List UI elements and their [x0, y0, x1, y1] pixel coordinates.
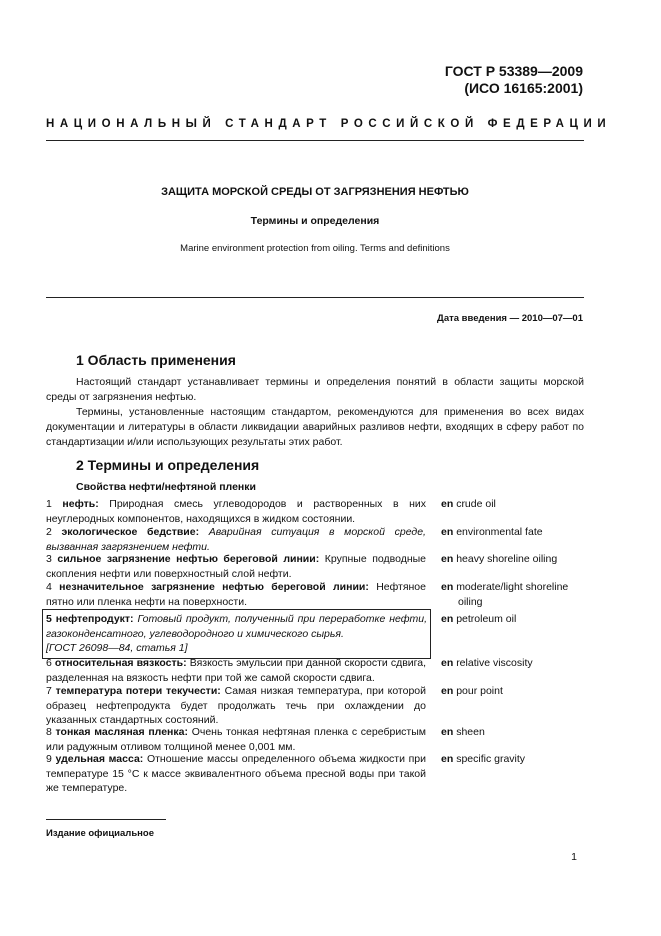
term-name: относительная вязкость:	[54, 657, 187, 669]
language-code: en	[441, 553, 454, 565]
paragraph: Настоящий стандарт устанавливает термины и определения понятий в области защиты морской среды от загрязнения нефтью.	[46, 376, 584, 403]
page-number: 1	[571, 851, 577, 863]
term-1-english	[441, 497, 586, 512]
term-definition: Отношение массы определенного объема жидкости при температуре 15 °C к массе эквивалентного объема пресной воды при такой же температуре.	[46, 753, 426, 794]
section-1-heading: 1 Область применения	[76, 352, 236, 368]
term-5	[42, 609, 431, 659]
term-7	[46, 684, 426, 728]
national-standard-heading: НАЦИОНАЛЬНЫЙ СТАНДАРТ РОССИЙСКОЙ ФЕДЕРАЦИИ	[46, 118, 612, 130]
standard-code	[445, 63, 583, 97]
language-code: en	[441, 498, 454, 510]
term-number: 7	[46, 685, 52, 697]
term-name: сильное загрязнение нефтью береговой линии:	[57, 553, 320, 565]
term-3-english	[441, 552, 586, 567]
english-title: Marine environment protection from oiling. Terms and definitions	[180, 243, 450, 254]
paragraph: Термины, установленные настоящим стандартом, рекомендуются для применения во всех видах документации и литературы в области ликвидации аварийных разливов нефти, входящих в сферу работ по стандартизации и/или использующих результаты этих работ.	[46, 406, 584, 448]
term-definition: Нефтяное пятно или пленка нефти на поверхности.	[46, 581, 426, 608]
iso-number: (ИСО 16165:2001)	[464, 80, 583, 96]
english-term: environmental fate	[456, 526, 543, 538]
divider	[46, 140, 584, 141]
term-definition: Вязкость эмульсии при данной скорости сдвига, разделенная на вязкость нефти при той же самой скорости сдвига.	[46, 657, 427, 684]
term-name: тонкая масляная пленка:	[55, 726, 188, 738]
english-term: petroleum oil	[456, 613, 517, 625]
standard-number: ГОСТ Р 53389—2009	[444, 63, 583, 79]
term-definition: Самая низкая температура, при которой образец нефтепродукта будет продолжать течь при охлаждении до указанных стандартных состояний.	[46, 685, 427, 726]
language-code: en	[441, 613, 454, 625]
term-4	[46, 580, 426, 609]
term-name: температура потери текучести:	[55, 685, 221, 697]
english-term: sheen	[456, 726, 485, 738]
section-1-body	[46, 375, 584, 450]
term-6	[46, 656, 426, 685]
term-definition: Аварийная ситуация в морской среде, вызванная загрязнением нефти.	[46, 526, 426, 553]
term-number: 4	[46, 581, 52, 593]
language-code: en	[441, 581, 454, 593]
term-8-english	[441, 725, 586, 740]
introduction-date: Дата введения — 2010—07—01	[437, 313, 583, 324]
section-2-subheading: Свойства нефти/нефтяной пленки	[76, 481, 256, 493]
term-name: удельная масса:	[55, 753, 144, 765]
term-definition: Природная смесь углеводородов и растворенных в них неуглеродных компонентов, находящихся в жидком состоянии.	[46, 498, 426, 525]
english-term: heavy shoreline oiling	[456, 553, 558, 565]
term-7-english	[441, 684, 586, 699]
official-edition-note: Издание официальное	[46, 828, 154, 839]
term-name: экологическое бедствие:	[61, 526, 200, 538]
divider	[46, 297, 584, 298]
term-2-english	[441, 525, 586, 540]
english-term-continued: oiling	[458, 595, 483, 608]
english-term: pour point	[456, 685, 503, 697]
document-title: ЗАЩИТА МОРСКОЙ СРЕДЫ ОТ ЗАГРЯЗНЕНИЯ НЕФТЬЮ	[161, 186, 469, 198]
term-number: 9	[46, 753, 52, 765]
term-8	[46, 725, 426, 754]
term-6-english	[441, 656, 586, 671]
term-definition: Очень тонкая нефтяная пленка с серебристым или радужным отливом толщиной менее 0,001 мм.	[46, 726, 427, 753]
term-1	[46, 497, 426, 526]
term-name: нефть:	[62, 498, 99, 510]
term-9-english	[441, 752, 586, 767]
english-term: relative viscosity	[456, 657, 533, 669]
term-number: 6	[46, 657, 52, 669]
term-number: 8	[46, 726, 52, 738]
term-name: незначительное загрязнение нефтью береговой линии:	[59, 581, 369, 593]
english-term: crude oil	[456, 498, 496, 510]
footer-divider	[46, 819, 166, 820]
language-code: en	[441, 726, 454, 738]
document-subtitle: Термины и определения	[250, 215, 380, 227]
language-code: en	[441, 526, 454, 538]
term-9	[46, 752, 426, 796]
term-definition: Готовый продукт, полученный при переработке нефти, газоконденсатного, углеводородного и химического сырья.	[46, 613, 427, 640]
term-name: нефтепродукт:	[55, 613, 134, 625]
term-definition: Крупные подводные скопления нефти или поверхностный слой нефти.	[46, 553, 427, 580]
language-code: en	[441, 753, 454, 765]
term-4-english	[441, 580, 586, 609]
term-2	[46, 525, 426, 554]
term-number: 5	[46, 613, 52, 625]
term-number: 3	[46, 553, 52, 565]
section-2-heading: 2 Термины и определения	[76, 457, 260, 473]
english-term: moderate/light shoreline	[456, 581, 569, 593]
term-5-english	[441, 612, 586, 627]
term-reference: [ГОСТ 26098—84, статья 1]	[46, 642, 188, 654]
language-code: en	[441, 685, 454, 697]
term-number: 2	[46, 526, 52, 538]
language-code: en	[441, 657, 454, 669]
term-3	[46, 552, 426, 581]
english-term: specific gravity	[456, 753, 526, 765]
term-number: 1	[46, 498, 52, 510]
